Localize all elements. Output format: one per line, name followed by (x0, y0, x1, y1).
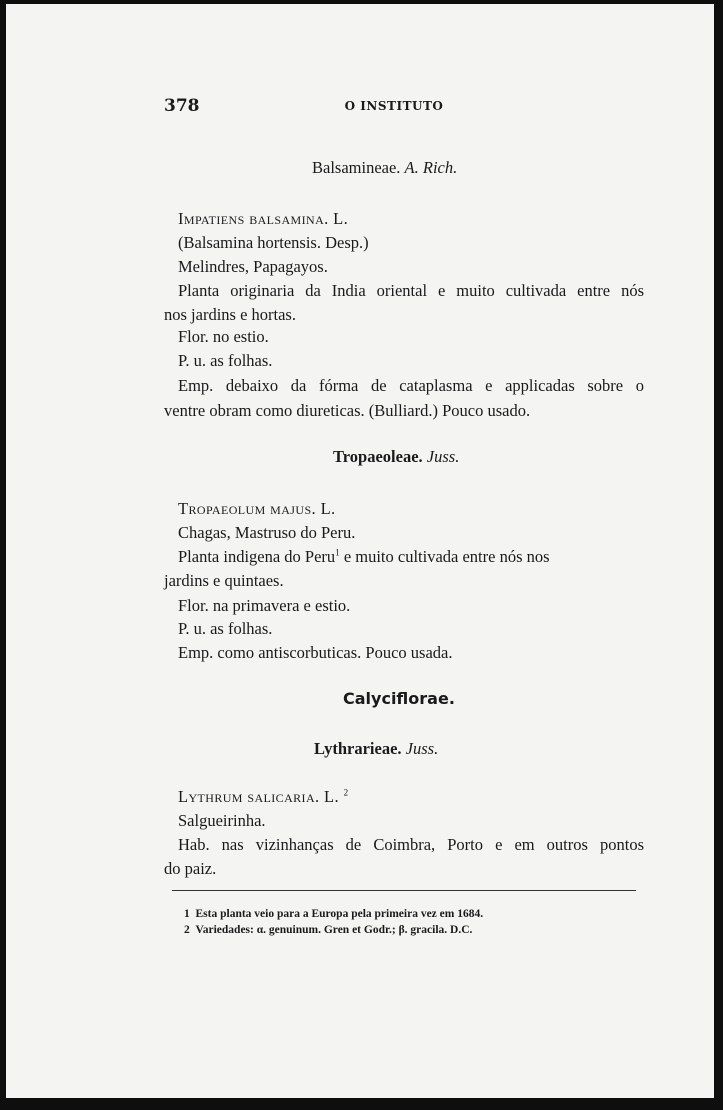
section-heading-lythrarieae: Lythrarieae. Juss. (314, 739, 439, 758)
footnote-divider (172, 890, 636, 891)
page-number: 378 (164, 96, 200, 116)
common-names-line: Salgueirinha. (178, 811, 266, 830)
section-heading-balsamineae: Balsamineae. A. Rich. (312, 158, 458, 177)
class-heading-calyciflorae: Calyciflorae. (343, 689, 455, 708)
text-line: Planta indigena do Peru$^1$ e muito cultivada entre nós nos (178, 547, 550, 566)
species-name-lythrum: Lythrum salicaria. L. $^2$ (178, 787, 349, 806)
usage-line: ventre obram como diureticas. (Bulliard.) Pouco usado. (164, 401, 531, 420)
book-page (6, 4, 714, 1098)
text-line: jardins e quintaes. (164, 571, 284, 590)
flowering-line: Flor. na primavera e estio. (178, 596, 351, 615)
running-title: O INSTITUTO (344, 99, 444, 113)
species-name-impatiens: Impatiens balsamina. L. (178, 209, 349, 228)
common-names-line: Chagas, Mastruso do Peru. (178, 523, 356, 542)
footnote-ref: 1 (335, 547, 340, 558)
usage-line: Emp. como antiscorbuticas. Pouco usada. (178, 643, 453, 662)
parts-used-line: P. u. as folhas. (178, 619, 273, 638)
synonym-line: (Balsamina hortensis. Desp.) (178, 233, 369, 252)
habitat-line: Hab. nas vizinhanças de Coimbra, Porto e em outros pontos (178, 835, 644, 854)
usage-line: Emp. debaixo da fórma de cataplasma e applicadas sobre o (178, 376, 644, 395)
common-names-line: Melindres, Papagayos. (178, 257, 328, 276)
text-line: nos jardins e hortas. (164, 305, 296, 324)
parts-used-line: P. u. as folhas. (178, 351, 273, 370)
footnote-2: 2 Variedades: α. genuinum. Gren et Godr.; β. gracila. D.C. (184, 924, 473, 936)
page-header (164, 96, 624, 116)
footnote-1: 1 Esta planta veio para a Europa pela primeira vez em 1684. (184, 908, 484, 920)
text-line: do paiz. (164, 859, 217, 878)
footnote-ref: 2 (343, 787, 349, 798)
species-name-tropaeolum: Tropaeolum majus. L. (178, 499, 336, 518)
section-heading-tropaeoleae: Tropaeoleae. Juss. (333, 447, 460, 466)
text-line: Planta originaria da India oriental e muito cultivada entre nós (178, 281, 644, 300)
flowering-line: Flor. no estio. (178, 327, 269, 346)
